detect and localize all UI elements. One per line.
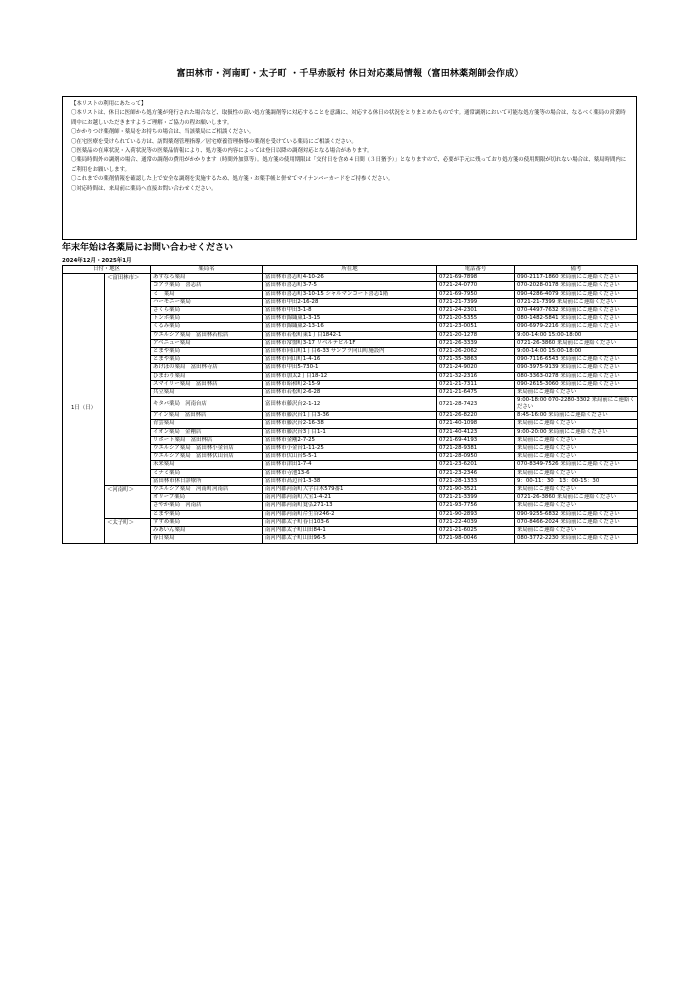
- notes-cell: 0721-26-3860 来局前にご連絡ください: [515, 339, 638, 347]
- notes-cell: 9：00-11：30 13：00-15：30: [515, 477, 638, 485]
- pharmacy-name-cell: スマイリー薬局 富田林店: [151, 380, 263, 388]
- table-row: [63, 486, 638, 494]
- table-header-row: [63, 266, 638, 274]
- pharmacy-name-cell: リボート薬局 富田林店: [151, 436, 263, 444]
- phone-cell: 0721-90-3521: [437, 486, 515, 494]
- notice-heading: 【本リストの利用にあたって】: [71, 101, 147, 107]
- notes-cell: 来局前にご連絡ください: [515, 453, 638, 461]
- address-cell: 南河内郡河南町芹生谷246-2: [263, 510, 437, 518]
- notes-cell: 090-6979-2216 来局前にご連絡ください: [515, 323, 638, 331]
- notes-cell: 9:00-14:00 15:00-18:00: [515, 348, 638, 356]
- pharmacy-name-cell: すずめ薬局: [151, 518, 263, 526]
- pharmacy-name-cell: 青雲薬局: [151, 420, 263, 428]
- address-cell: 富田林市藤沢台1丁目3-36: [263, 412, 437, 420]
- notice-line: 〇薬局時間外の調剤の場合、通常の調剤の費用がかかります（時間外加算等）。処方箋の使用期限は「交付日を含め４日間（３日猶予）」となりますので、必要が手元に残っており処方箋の使用期限が切れない場合は、薬局時間内にご利用をお願いします。: [71, 157, 627, 173]
- address-cell: 富田林市喜志町3-10-15 シャルマンコート喜志1階: [263, 290, 437, 298]
- notes-cell: 080-3363-0278 来局前にご連絡ください: [515, 372, 638, 380]
- pharmacy-name-cell: くるみ薬局: [151, 323, 263, 331]
- address-cell: 富田林市若松町東1丁目1842-1: [263, 331, 437, 339]
- address-cell: 富田林市藤沢台2-16-38: [263, 420, 437, 428]
- phone-cell: 0721-26-2062: [437, 348, 515, 356]
- phone-cell: 0721-20-1278: [437, 331, 515, 339]
- pharmacy-name-cell: 共立薬局: [151, 389, 263, 397]
- pharmacy-name-cell: ミ 葉局: [151, 290, 263, 298]
- address-cell: 南河内郡河南町寛弘271-13: [263, 502, 437, 510]
- notes-cell: 来局前にご連絡ください: [515, 420, 638, 428]
- phone-cell: 0721-35-3863: [437, 356, 515, 364]
- pharmacy-name-cell: ウエルシア薬局 富田林小金台店: [151, 445, 263, 453]
- pharmacy-name-cell: 未来薬局: [151, 461, 263, 469]
- phone-cell: 0721-21-7399: [437, 298, 515, 306]
- pharmacy-name-cell: とまや薬局: [151, 510, 263, 518]
- phone-cell: 0721-28-7423: [437, 397, 515, 412]
- phone-cell: 0721-24-2301: [437, 307, 515, 315]
- notice-line: 〇本リストは、休日に医師から処方箋が発行された場合など、取扱性の高い処方箋調剤等に対応することを意識に、対応する休日の状況をとりまとめたものです。通常調剤において可能な処方箋等の場合は、なるべく薬局の営業時間中にお越しいただきますようご理解・ご協力の程お願いします。: [71, 110, 626, 126]
- area-cell: ＜富田林市＞: [105, 274, 151, 486]
- pharmacy-name-cell: さやか薬局 河南店: [151, 502, 263, 510]
- pharmacy-name-cell: ウエルシア薬局 富田林若松店: [151, 331, 263, 339]
- phone-cell: 0721-26-3339: [437, 339, 515, 347]
- address-cell: 富田林市錦織東1-3-15: [263, 315, 437, 323]
- phone-cell: 0721-28-0950: [437, 453, 515, 461]
- phone-cell: 0721-21-3399: [437, 494, 515, 502]
- header-phone: 電話番号: [437, 266, 515, 274]
- address-cell: 富田林市向山町1-4-16: [263, 356, 437, 364]
- phone-cell: 0721-22-4039: [437, 518, 515, 526]
- area-cell: ＜河南町＞: [105, 486, 151, 519]
- notes-cell: 来局前にご連絡ください: [515, 469, 638, 477]
- notice-line: 〇対応時間は、来局前に薬局へ直接お問い合わせください。: [71, 185, 217, 192]
- notice-line: 〇これまでの薬剤情報を確認した上で安全な調剤を実施するため、処方箋・お薬手帳と併せてマイナンバーカードをご持参ください。: [71, 176, 394, 183]
- notes-cell: 080-1482-5841 来局前にご連絡ください: [515, 315, 638, 323]
- phone-cell: 0721-24-9020: [437, 364, 515, 372]
- address-cell: 富田林市若松町2-6-28: [263, 389, 437, 397]
- phone-cell: 0721-23-6201: [437, 461, 515, 469]
- notes-cell: 来局前にご連絡ください: [515, 445, 638, 453]
- address-cell: 富田林市高辺台1-3-38: [263, 477, 437, 485]
- address-cell: 富田林市喜志町4-10-26: [263, 274, 437, 282]
- address-cell: 富田林市伏山台5-5-1: [263, 453, 437, 461]
- notice-line: 〇在宅医療を受けられている方は、訪問薬剤管理指導／居宅療養管理指導の薬剤を受けている薬局にご相談ください。: [71, 138, 357, 145]
- address-cell: 富田林市藤沢台2-1-12: [263, 397, 437, 412]
- notes-cell: 来局前にご連絡ください: [515, 436, 638, 444]
- notes-cell: 来局前にご連絡ください: [515, 527, 638, 535]
- notice-line: 〇医薬品の在庫状況・入荷状況等の医薬品情報により、処方箋の内容によっては登日以降の調剤対応となる場合があります。: [71, 148, 373, 155]
- notes-cell: 9:00-14:00 15:00-18:00: [515, 331, 638, 339]
- address-cell: 富田林市津田1-7-4: [263, 461, 437, 469]
- phone-cell: 0721-24-0770: [437, 282, 515, 290]
- pharmacy-name-cell: アベニュー薬局: [151, 339, 263, 347]
- notes-cell: 080-3772-2230 来局前にご連絡ください: [515, 535, 638, 543]
- pharmacy-name-cell: さくら薬局: [151, 307, 263, 315]
- phone-cell: 0721-40-4123: [437, 428, 515, 436]
- phone-cell: 0721-23-0051: [437, 323, 515, 331]
- notes-cell: 090-2117-1860 来局前にご連絡ください: [515, 274, 638, 282]
- address-cell: 南河内郡太子町山田96-5: [263, 535, 437, 543]
- address-cell: 南河内郡河南町大字白木579番1: [263, 486, 437, 494]
- address-cell: 富田林市藤沢台3丁目1-1: [263, 428, 437, 436]
- address-cell: 富田林市金剛2-7-25: [263, 436, 437, 444]
- notes-cell: 来局前にご連絡ください: [515, 502, 638, 510]
- area-cell: ＜太子町＞: [105, 518, 151, 543]
- pharmacy-name-cell: ウエルシア薬局 富田林伏山台店: [151, 453, 263, 461]
- address-cell: 富田林市加太2丁目18-12: [263, 372, 437, 380]
- pharmacy-name-cell: トンボ薬局: [151, 315, 263, 323]
- phone-cell: 0721-21-6475: [437, 389, 515, 397]
- pharmacy-table: [62, 265, 638, 544]
- phone-cell: 0721-32-2316: [437, 372, 515, 380]
- pharmacy-name-cell: あすなろ薬局: [151, 274, 263, 282]
- pharmacy-name-cell: オリーブ薬局: [151, 494, 263, 502]
- pharmacy-name-cell: 富田林市休日診療所: [151, 477, 263, 485]
- address-cell: 富田林市喜志町3-7-5: [263, 282, 437, 290]
- pharmacy-name-cell: イオン薬局 金剛店: [151, 428, 263, 436]
- pharmacy-name-cell: とまや薬局: [151, 348, 263, 356]
- pharmacy-name-cell: ハーモニー薬局: [151, 298, 263, 306]
- notes-cell: 0721-21-7399 来局前にご連絡ください: [515, 298, 638, 306]
- address-cell: 富田林市錦織東2-13-16: [263, 323, 437, 331]
- phone-cell: 0721-21-7311: [437, 380, 515, 388]
- notes-cell: 来局前にご連絡ください: [515, 486, 638, 494]
- phone-cell: 0721-28-9381: [437, 445, 515, 453]
- address-cell: 富田林市甲田5-730-1: [263, 364, 437, 372]
- notes-cell: 来局前にご連絡ください: [515, 389, 638, 397]
- notes-cell: 070-4497-7632 来局前にご連絡ください: [515, 307, 638, 315]
- pharmacy-name-cell: ミナミ薬局: [151, 469, 263, 477]
- header-address: 所在地: [263, 266, 437, 274]
- date-cell: 1日（日）: [63, 274, 105, 543]
- address-cell: 南河内郡河南町大宝1-4-21: [263, 494, 437, 502]
- phone-cell: 0721-26-8220: [437, 412, 515, 420]
- pharmacy-name-cell: みあいん薬局: [151, 527, 263, 535]
- header-pharmacy-name: 薬局名: [151, 266, 263, 274]
- notes-cell: 090-2615-3060 来局前にご連絡ください: [515, 380, 638, 388]
- pharmacy-name-cell: ひまわり薬局: [151, 372, 263, 380]
- pharmacy-name-cell: コアラ薬局 喜志店: [151, 282, 263, 290]
- address-cell: 富田林市小金台1-11-25: [263, 445, 437, 453]
- pharmacy-name-cell: 春日薬局: [151, 535, 263, 543]
- address-cell: 富田林市寺池13-6: [263, 469, 437, 477]
- notes-cell: 070-2028-0178 来局前にご連絡ください: [515, 282, 638, 290]
- pharmacy-name-cell: あけぼの薬局 富田林寺店: [151, 364, 263, 372]
- phone-cell: 0721-21-6025: [437, 527, 515, 535]
- address-cell: 南河内郡太子町春日103-6: [263, 518, 437, 526]
- pharmacy-name-cell: とまや薬局: [151, 356, 263, 364]
- phone-cell: 0721-23-2346: [437, 469, 515, 477]
- pharmacy-name-cell: キタバ薬局 河南台店: [151, 397, 263, 412]
- page-title: 富田林市・河南町・太子町 ・千早赤阪村 休日対応薬局情報（富田林薬剤師会作成）: [176, 69, 524, 79]
- notes-cell: 090-3975-9139 来局前にご連絡ください: [515, 364, 638, 372]
- table-row: [63, 518, 638, 526]
- phone-cell: 0721-90-2893: [437, 510, 515, 518]
- notes-cell: 090-7116-6543 来局前にご連絡ください: [515, 356, 638, 364]
- phone-cell: 0721-69-7950: [437, 290, 515, 298]
- address-cell: 富田林市甲田2-16-28: [263, 298, 437, 306]
- notes-cell: 090-4286-4079 来局前にご連絡ください: [515, 290, 638, 298]
- notes-cell: 070-8349-7526 来局前にご連絡ください: [515, 461, 638, 469]
- phone-cell: 0721-28-1333: [437, 477, 515, 485]
- address-cell: 富田林市昭和町2-15-9: [263, 380, 437, 388]
- usage-notice-box: [62, 96, 637, 240]
- phone-cell: 0721-98-0046: [437, 535, 515, 543]
- notes-cell: 9:00-20:00 来局前にご連絡ください: [515, 428, 638, 436]
- address-cell: 南河内郡太子町山田84-1: [263, 527, 437, 535]
- address-cell: 富田林市常盤町3-17 リベルテビル1F: [263, 339, 437, 347]
- pharmacy-name-cell: ウエルシア薬局 河南町河南店: [151, 486, 263, 494]
- header-date-area: 日付・地区: [63, 266, 151, 274]
- notes-cell: 9:00-18:00 070-2280-3302 来局前にご連絡ください: [515, 397, 638, 412]
- notes-cell: 8:45-16:00 来局前にご連絡ください: [515, 412, 638, 420]
- notes-cell: 090-9255-6832 来局前にご連絡ください: [515, 510, 638, 518]
- notes-cell: 0721-26-3860 来局前にご連絡ください: [515, 494, 638, 502]
- table-row: [63, 274, 638, 282]
- phone-cell: 0721-69-7898: [437, 274, 515, 282]
- phone-cell: 0721-93-7756: [437, 502, 515, 510]
- address-cell: 富田林市向山町1丁目6-33 サンプラ向山町施設内: [263, 348, 437, 356]
- phone-cell: 0721-69-4193: [437, 436, 515, 444]
- header-notes: 備考: [515, 266, 638, 274]
- period-label: 2024年12月・2025年1月: [62, 258, 132, 264]
- notes-cell: 070-8466-2024 来局前にご連絡ください: [515, 518, 638, 526]
- holiday-heading: 年末年始は各薬局にお問い合わせください: [62, 243, 234, 253]
- notice-line: 〇かかりつけ薬剤師・薬局をお持ちの場合は、当該薬局にご相談ください。: [71, 129, 255, 136]
- phone-cell: 0721-20-5355: [437, 315, 515, 323]
- address-cell: 富田林市甲田3-1-8: [263, 307, 437, 315]
- phone-cell: 0721-40-1098: [437, 420, 515, 428]
- pharmacy-name-cell: アイン薬局 富田林店: [151, 412, 263, 420]
